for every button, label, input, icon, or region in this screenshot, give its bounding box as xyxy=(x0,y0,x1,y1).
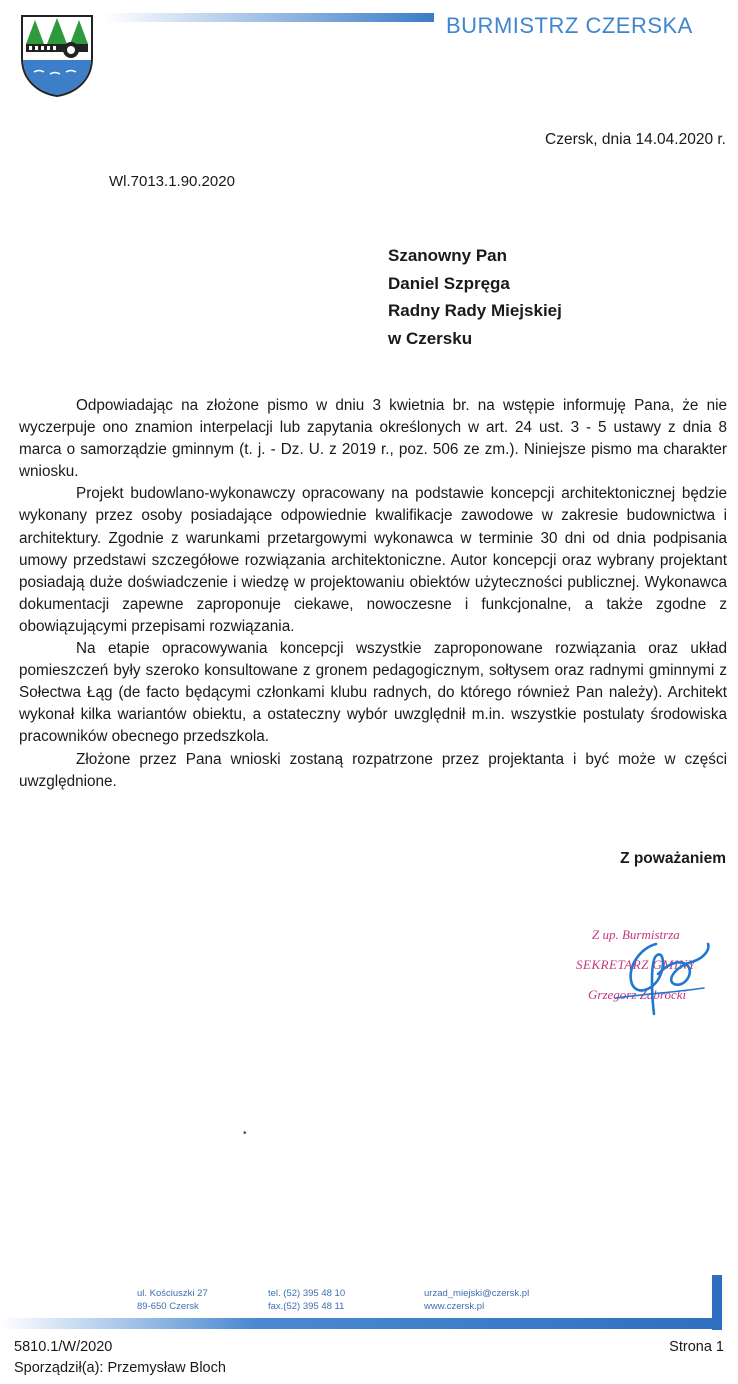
addressee-line: w Czersku xyxy=(388,328,473,348)
document-meta xyxy=(14,1337,226,1379)
addressee-line: Radny Rady Miejskiej xyxy=(388,301,562,320)
footer-postal: 89-650 Czersk xyxy=(137,1300,199,1312)
footer-tel: tel. (52) 395 48 10 xyxy=(268,1288,346,1299)
body-paragraph: Na etapie opracowywania koncepcji wszystkie zaproponowane rozwiązania oraz układ pomieszczeń były szeroko konsultowane z gronem pedagogicznym, sołtysem oraz radnymi gminnymi z Sołectwa Łąg (de facto będącymi członkami klubu radnych, do którego również Pan należy). Architekt wykonał kilka wariantów obiektu, a ostateczny wybór uwzględnił m.in. wszystkie postulaty środowiska pracowników obecnego przedszkola. xyxy=(19,640,727,746)
stamp-line-authority: Z up. Burmistrza xyxy=(592,927,680,942)
footer-website: www.czersk.pl xyxy=(424,1300,485,1312)
footer-contacts xyxy=(424,1288,529,1313)
document-number: 5810.1/W/2020 xyxy=(14,1339,113,1355)
place-and-date: Czersk, dnia 14.04.2020 r. xyxy=(545,131,726,148)
body-paragraph: Odpowiadając na złożone pismo w dniu 3 kwietnia br. na wstępie informuję Pana, że nie wyczerpuje ono znamion interpelacji lub zapytania określonych w art. 24 ust. 3 - 5 ustawy z dnia 8 marca o samorządzie gminnym (t. j. - Dz. U. z 2019 r., poz. 506 ze zm.). Niniejsze pismo ma charakter wniosku. xyxy=(19,397,727,481)
addressee-line: Daniel Szpręga xyxy=(388,273,510,293)
body-paragraph: Złożone przez Pana wnioski zostaną rozpatrzone przez projektanta i być może w części uwzględnione. xyxy=(19,750,727,790)
body-paragraph: Projekt budowlano-wykonawczy opracowany na podstawie koncepcji architektonicznej będzie wykonany przez osoby posiadające odpowiednie kwalifikacje zawodowe w zakresie budownictwa i architektury. Zgodnie z warunkami przetargowymi wykonawca w terminie 30 dni od dnia podpisania umowy przedstawi szczegółowe rozwiązania architektoniczne. Autor koncepcji oraz wybrany projektant posiadają duże doświadczenie i wiedzę w projektowaniu obiektów użyteczności publicznej. Wykonawca dokumentacji zapewne zaproponuje ciekawe, nowoczesne i funkcjonalne, a także zgodne z obowiązującymi przepisami rozwiązania. xyxy=(19,485,727,635)
page-number: Strona 1 xyxy=(669,1339,724,1355)
addressee-block xyxy=(388,242,562,352)
footer-gradient-bar xyxy=(0,1318,722,1329)
stamp-line-title: SEKRETARZ GMINY xyxy=(576,957,696,972)
footer-address xyxy=(137,1288,208,1313)
addressee-line: Szanowny Pan xyxy=(388,246,508,265)
scan-speck: • xyxy=(243,1128,247,1139)
prepared-by: Sporządził(a): Przemysław Bloch xyxy=(14,1360,226,1376)
footer-street: ul. Kościuszki 27 xyxy=(137,1288,208,1299)
letterhead-title: BURMISTRZ CZERSKA xyxy=(446,13,693,38)
reference-number: Wl.7013.1.90.2020 xyxy=(109,173,235,190)
footer-email: urzad_miejski@czersk.pl xyxy=(424,1288,530,1299)
header-gradient-bar xyxy=(104,13,434,22)
footer-fax: fax.(52) 395 48 11 xyxy=(268,1300,345,1312)
czersk-coat-of-arms-icon xyxy=(20,14,94,98)
closing-salutation: Z poważaniem xyxy=(620,850,726,867)
handwritten-signature-icon xyxy=(596,928,726,1020)
letter-body xyxy=(19,395,727,793)
footer-phones xyxy=(268,1288,345,1313)
stamp-line-name: Grzegorz Zabrocki xyxy=(588,987,687,1002)
